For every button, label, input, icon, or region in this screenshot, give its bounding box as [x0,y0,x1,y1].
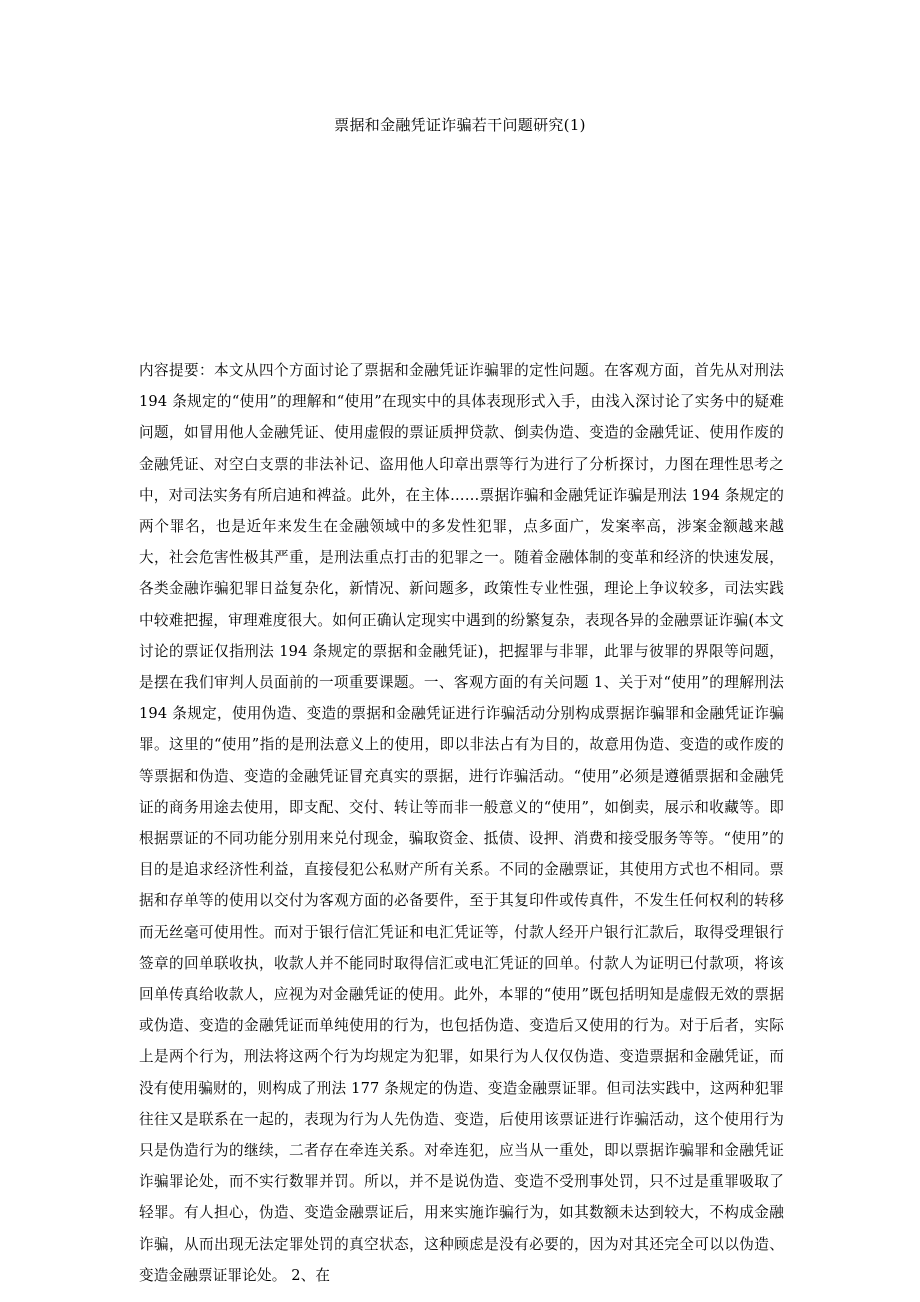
document-title: 票据和金融凭证诈骗若干问题研究(1) [334,116,586,134]
document-body: 内容提要：本文从四个方面讨论了票据和金融凭证诈骗罪的定性问题。在客观方面，首先从对刑法 194 条规定的“使用”的理解和“使用”在现实中的具体表现形式入手，由浅入深讨论了实务中的疑难问题，如冒用他人金融凭证、使用虚假的票证质押贷款、倒卖伪造、变造的金融凭证、使用作废的金融凭证、对空白支票的非法补记、盗用他人印章出票等行为进行了分析探讨，力图在理性思考之中，对司法实务有所启迪和裨益。此外，在主体……票据诈骗和金融凭证诈骗是刑法 194 条规定的两个罪名，也是近年来发生在金融领域中的多发性犯罪，点多面广，发案率高，涉案金额越来越大，社会危害性极其严重，是刑法重点打击的犯罪之一。随着金融体制的变革和经济的快速发展，各类金融诈骗犯罪日益复杂化，新情况、新问题多，政策性专业性强，理论上争议较多，司法实践中较难把握，审理难度很大。如何正确认定现实中遇到的纷繁复杂，表现各异的金融票证诈骗(本文讨论的票证仅指刑法 194 条规定的票据和金融凭证)，把握罪与非罪，此罪与彼罪的界限等问题，是摆在我们审判人员面前的一项重要课题。一、客观方面的有关问题 1、关于对“使用”的理解刑法 194 条规定，使用伪造、变造的票据和金融凭证进行诈骗活动分别构成票据诈骗罪和金融凭证诈骗罪。这里的“使用”指的是刑法意义上的使用，即以非法占有为目的，故意用伪造、变造的或作废的等票据和伪造、变造的金融凭证冒充真实的票据，进行诈骗活动。“使用”必须是遵循票据和金融凭证的商务用途去使用，即支配、交付、转让等而非一般意义的“使用”，如倒卖，展示和收藏等。即根据票证的不同功能分别用来兑付现金，骗取资金、抵债、设押、消费和接受服务等等。“使用”的目的是追求经济性利益，直接侵犯公私财产所有关系。不同的金融票证，其使用方式也不相同。票据和存单等的使用以交付为客观方面的必备要件，至于其复印件或传真件，不发生任何权利的转移而无丝毫可使用性。而对于银行信汇凭证和电汇凭证等，付款人经开户银行汇款后，取得受理银行签章的回单联收执，收款人并不能同时取得信汇或电汇凭证的回单。付款人为证明已付款项，将该回单传真给收款人，应视为对金融凭证的使用。此外，本罪的“使用”既包括明知是虚假无效的票据或伪造、变造的金融凭证而单纯使用的行为，也包括伪造、变造后又使用的行为。对于后者，实际上是两个行为，刑法将这两个行为均规定为犯罪，如果行为人仅仅伪造、变造票据和金融凭证，而没有使用骗财的，则构成了刑法 177 条规定的伪造、变造金融票证罪。但司法实践中，这两种犯罪往往又是联系在一起的，表现为行为人先伪造、变造，后使用该票证进行诈骗活动，这个使用行为只是伪造行为的继续，二者存在牵连关系。对牵连犯，应当从一重处，即以票据诈骗罪和金融凭证诈骗罪论处，而不实行数罪并罚。所以，并不是说伪造、变造不受刑事处罚，只不过是重罪吸取了轻罪。有人担心，伪造、变造金融票证后，用来实施诈骗行为，如其数额未达到较大，不构成金融诈骗，从而出现无法定罪处罚的真空状态，这种顾虑是没有必要的，因为对其还完全可以以伪造、变造金融票证罪论处。 2、在 [139,362,784,1284]
